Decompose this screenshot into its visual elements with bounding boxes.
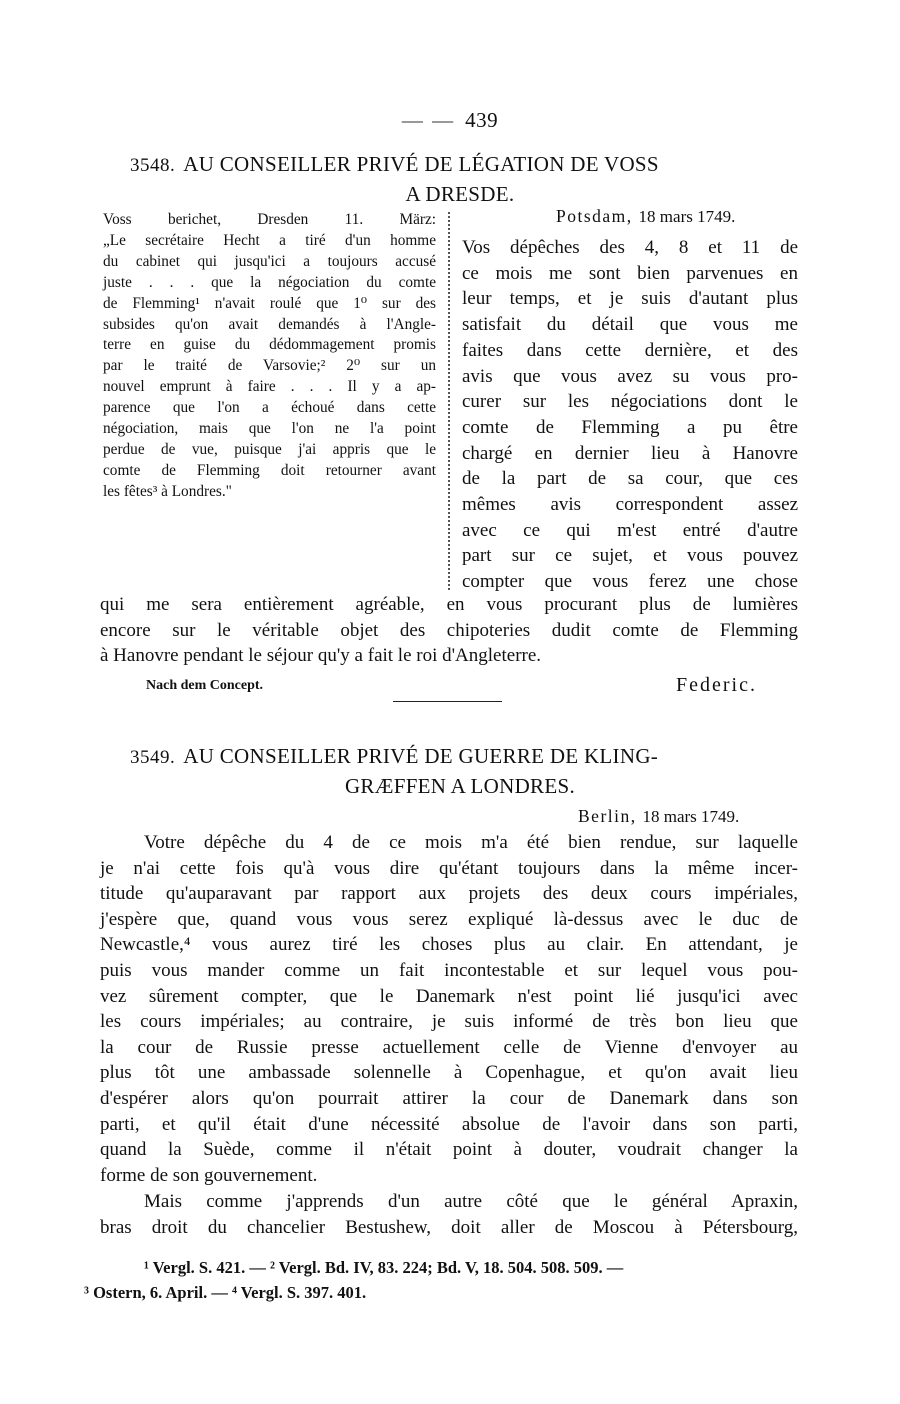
heading-line-2: GRÆFFEN A LONDRES. bbox=[344, 774, 576, 798]
body-line: curer sur les négociations dont le bbox=[462, 391, 798, 413]
dateline-3549 bbox=[578, 806, 739, 827]
column-divider bbox=[448, 212, 450, 590]
body-line: Newcastle,⁴ vous aurez tiré les choses plus au clair. En attendant, je bbox=[100, 934, 798, 956]
body-line: ce mois me sont bien parvenues en bbox=[462, 262, 798, 284]
header-dash: — — bbox=[401, 108, 456, 132]
letter-number: 3549. bbox=[130, 747, 176, 768]
body-line: qui me sera entièrement agréable, en vous procurant plus de lumières bbox=[100, 594, 798, 615]
summary-line: comte de Flemming doit retourner avant bbox=[103, 461, 436, 479]
body-line: plus tôt une ambassade solennelle à Copenhague, et qu'on avait lieu bbox=[100, 1062, 798, 1084]
summary-line: juste . . . que la négociation du comte bbox=[103, 273, 436, 291]
body-line: la cour de Russie presse actuellement celle de Vienne d'envoyer au bbox=[100, 1036, 798, 1058]
body-line: avis que vous avez su vous pro- bbox=[462, 365, 798, 387]
source-note: Nach dem Concept. bbox=[146, 678, 264, 693]
body-line: Votre dépêche du 4 de ce mois m'a été bien rendue, sur laquelle bbox=[144, 832, 798, 853]
heading-line-2: A DRESDE. bbox=[405, 182, 515, 206]
summary-line: les fêtes³ à Londres." bbox=[103, 482, 232, 500]
body-line: avec ce qui m'est entré d'autre bbox=[462, 519, 798, 541]
body-line: je n'ai cette fois qu'à vous dire qu'étant toujours dans la même incer- bbox=[100, 857, 798, 879]
body-line: encore sur le véritable objet des chipoteries dudit comte de Flemming bbox=[100, 619, 798, 641]
body-line: bras droit du chancelier Bestushew, doit aller de Moscou à Pétersbourg, bbox=[100, 1216, 798, 1238]
dateline-place: Berlin, bbox=[578, 806, 637, 826]
body-line: compter que vous ferez une chose bbox=[462, 571, 798, 593]
body-line: titude qu'auparavant par rapport aux projets des deux cours impériales, bbox=[100, 883, 798, 905]
body-line: leur temps, et je suis d'autant plus bbox=[462, 288, 798, 310]
summary-line: nouvel emprunt à faire . . . Il y a ap- bbox=[103, 378, 436, 396]
body-line: comte de Flemming a pu être bbox=[462, 416, 798, 438]
letter-3548-body-full bbox=[100, 592, 798, 669]
page-number: 439 bbox=[465, 108, 499, 132]
summary-line: perdue de vue, puisque j'ai appris que le bbox=[103, 440, 436, 458]
body-line: vez sûrement compter, que le Danemark n'est point lié jusqu'ici avec bbox=[100, 985, 798, 1007]
body-line: faites dans cette dernière, et des bbox=[462, 339, 798, 361]
letter-3548-body-column bbox=[462, 235, 798, 595]
body-line: puis vous mander comme un fait incontestable et sur lequel vous pou- bbox=[100, 959, 798, 981]
body-line: Mais comme j'apprends d'un autre côté que le général Apraxin, bbox=[144, 1191, 798, 1212]
dateline-3548 bbox=[556, 206, 735, 227]
body-line: quand la Suède, comme il n'était point à douter, voudrait changer la bbox=[100, 1139, 798, 1161]
letter-number: 3548. bbox=[130, 155, 176, 176]
letter-3549-heading bbox=[130, 742, 790, 800]
summary-line: de Flemming¹ n'avait roulé que 1⁰ sur des bbox=[103, 294, 436, 312]
summary-line: „Le secrétaire Hecht a tiré d'un homme bbox=[103, 231, 436, 249]
footnote-line: ³ Ostern, 6. April. — ⁴ Vergl. S. 397. 401. bbox=[84, 1283, 367, 1302]
summary-line: Voss berichet, Dresden 11. März: bbox=[103, 211, 436, 228]
body-line: d'espérer alors qu'on pourrait attirer la cour de Danemark dans son bbox=[100, 1087, 798, 1109]
heading-line-1: AU CONSEILLER PRIVÉ DE LÉGATION DE VOSS bbox=[183, 152, 659, 176]
dateline-date: 18 mars 1749. bbox=[642, 807, 740, 826]
section-rule bbox=[393, 701, 502, 702]
summary-line: négociation, mais que l'on ne l'a point bbox=[103, 420, 436, 438]
summary-line: du cabinet qui jusqu'ici a toujours accusé bbox=[103, 252, 436, 270]
footnotes bbox=[84, 1255, 804, 1305]
report-summary bbox=[103, 210, 436, 503]
summary-line: parence que l'on a échoué dans cette bbox=[103, 399, 436, 417]
body-line: à Hanovre pendant le séjour qu'y a fait le roi d'Angleterre. bbox=[100, 645, 542, 667]
footnote-line: ¹ Vergl. S. 421. — ² Vergl. Bd. IV, 83. 224; Bd. V, 18. 504. 508. 509. — bbox=[144, 1258, 624, 1277]
body-line: satisfait du détail que vous me bbox=[462, 314, 798, 336]
body-line: chargé en dernier lieu à Hanovre bbox=[462, 442, 798, 464]
body-line: j'espère que, quand vous vous serez expliqué là-dessus avec le duc de bbox=[100, 908, 798, 930]
dateline-place: Potsdam, bbox=[556, 206, 633, 226]
summary-line: subsides qu'on avait demandés à l'Angle- bbox=[103, 315, 436, 333]
signature: Federic. bbox=[676, 674, 757, 696]
body-line: parti, et qu'il était d'une nécessité absolue de l'avoir dans son parti, bbox=[100, 1113, 798, 1135]
body-line: forme de son gouvernement. bbox=[100, 1164, 318, 1186]
body-line: Vos dépêches des 4, 8 et 11 de bbox=[462, 237, 798, 258]
dateline-date: 18 mars 1749. bbox=[638, 207, 736, 226]
heading-line-1: AU CONSEILLER PRIVÉ DE GUERRE DE KLING- bbox=[183, 744, 659, 768]
letter-3549-paragraph-1 bbox=[100, 830, 798, 1188]
summary-line: terre en guise du dédommagement promis bbox=[103, 336, 436, 354]
letter-3549-paragraph-2 bbox=[100, 1189, 798, 1240]
body-line: de la part de sa cour, que ces bbox=[462, 468, 798, 490]
body-line: les cours impériales; au contraire, je suis informé de très bon lieu que bbox=[100, 1011, 798, 1033]
page-header bbox=[0, 108, 900, 133]
letter-3548-heading bbox=[130, 150, 790, 208]
body-line: part sur ce sujet, et vous pouvez bbox=[462, 545, 798, 567]
summary-line: par le traité de Varsovie;² 2⁰ sur un bbox=[103, 357, 436, 375]
body-line: mêmes avis correspondent assez bbox=[462, 494, 798, 516]
